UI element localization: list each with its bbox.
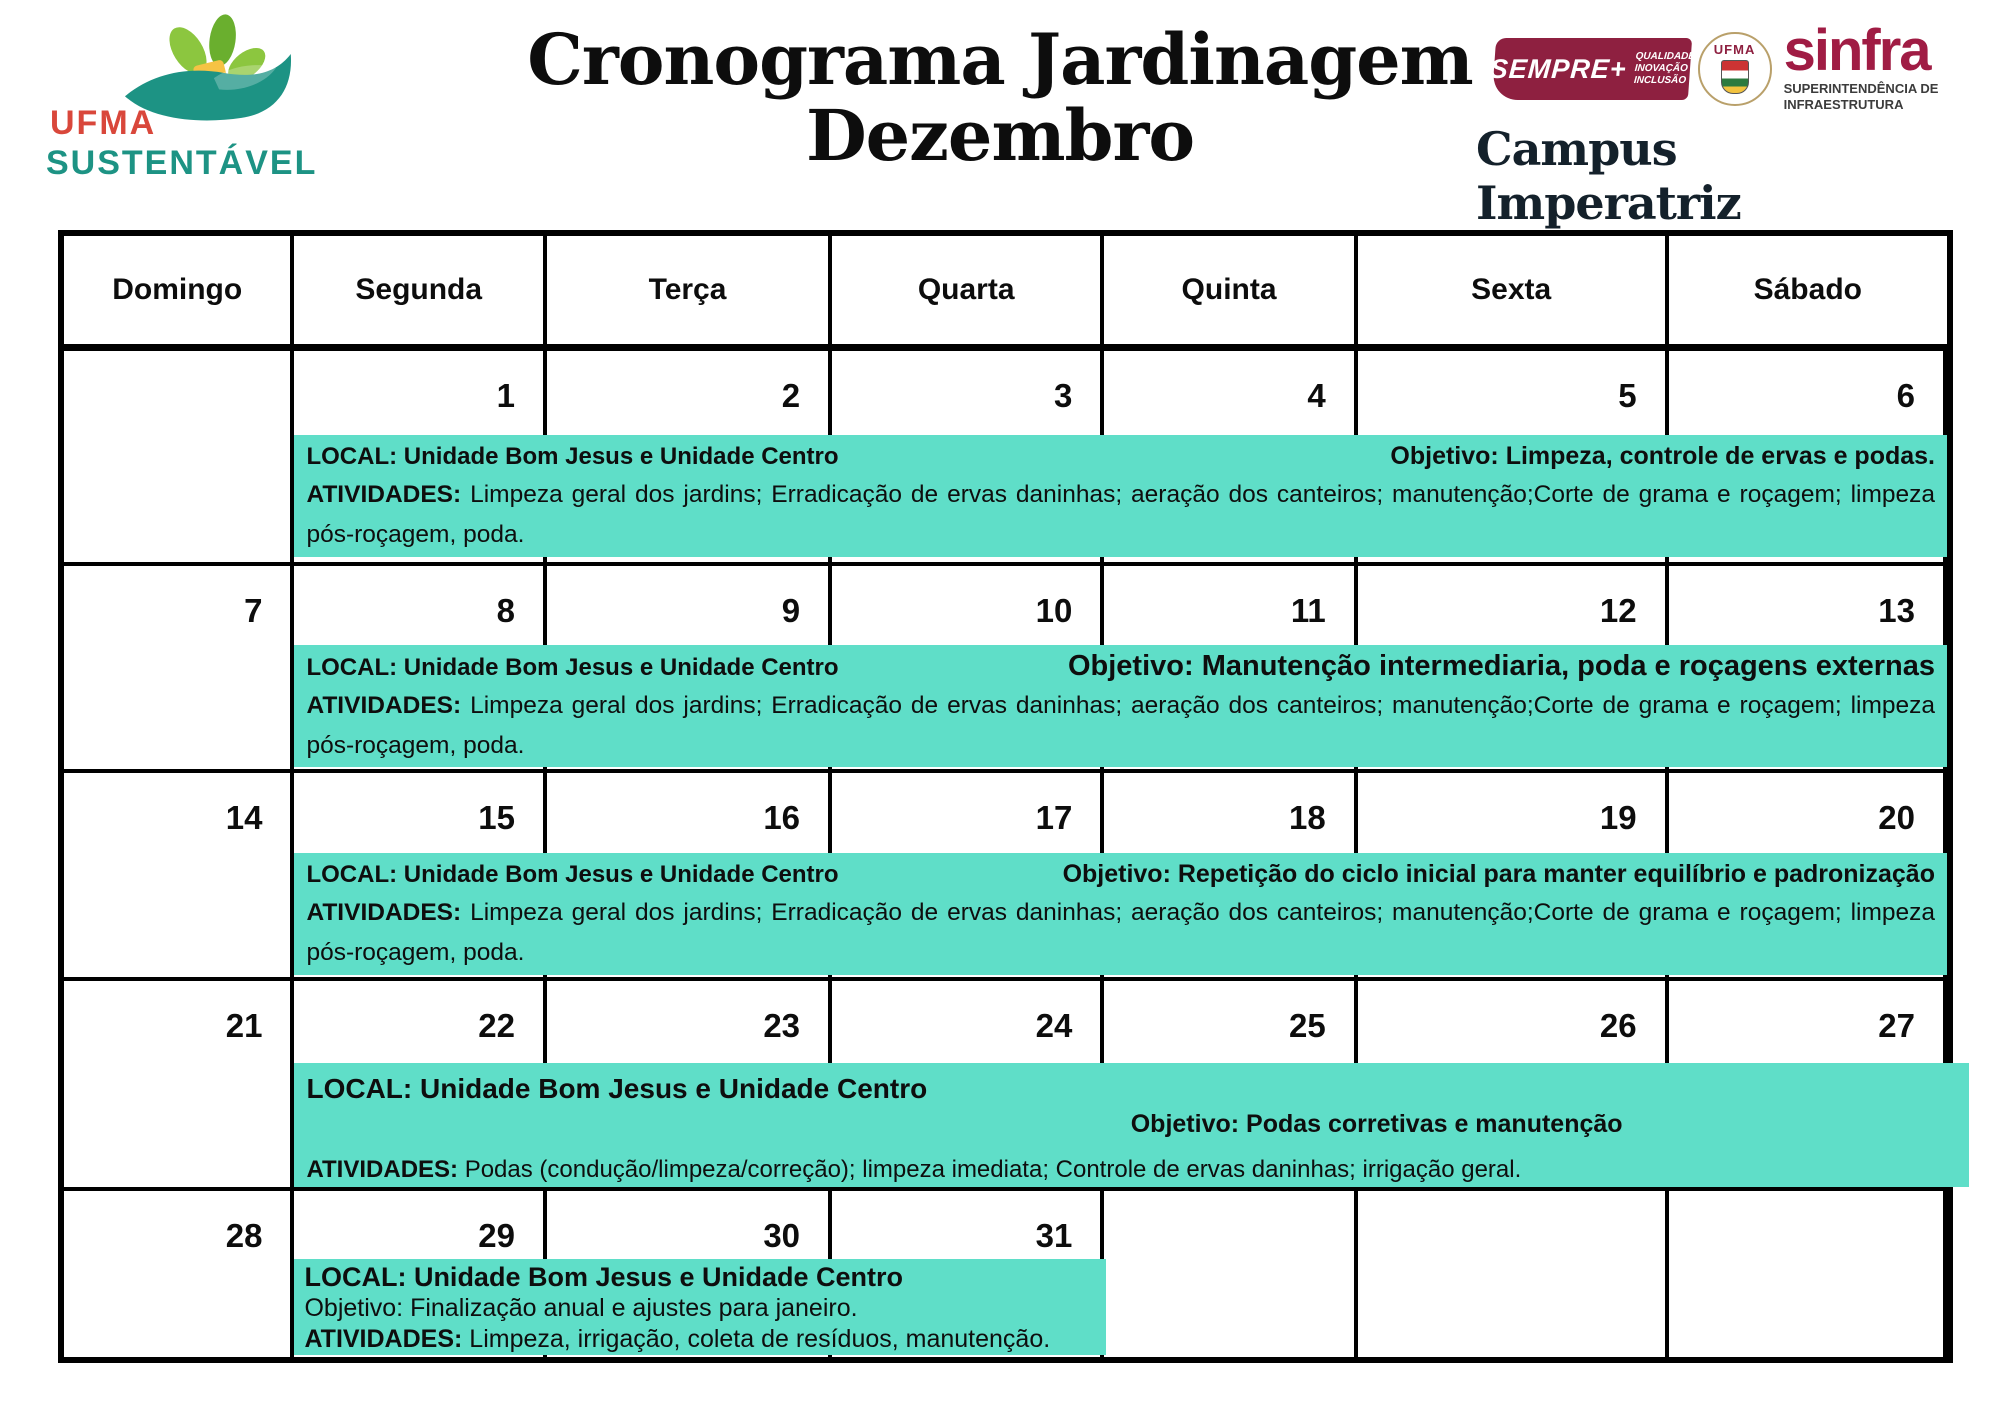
sinfra-subtitle (1784, 81, 1939, 112)
week-row-4 (64, 981, 1947, 1191)
band-header-line (306, 648, 1935, 686)
weekday-label: Terça (648, 273, 727, 306)
date-number: 20 (1878, 799, 1915, 836)
date-number: 15 (478, 799, 515, 836)
weekday-cell (1104, 236, 1357, 344)
sempre-words (1633, 51, 1695, 87)
atividades-text: Podas (condução/limpeza/correção); limpeza imediata; Controle de ervas daninhas; irrigação geral. (464, 1156, 1522, 1183)
band-local: LOCAL: Unidade Bom Jesus e Unidade Centro (306, 443, 839, 470)
day-cell (64, 566, 294, 769)
title-line2: Dezembro (805, 93, 1195, 177)
weekday-label: Quarta (917, 273, 1015, 306)
date-number: 5 (1618, 377, 1637, 414)
date-number: 8 (496, 592, 515, 629)
date-number: 4 (1307, 377, 1326, 414)
weekday-label: Sábado (1753, 273, 1862, 306)
date-number: 31 (1035, 1217, 1073, 1254)
date-number: 25 (1289, 1007, 1326, 1044)
date-number: 7 (244, 592, 263, 629)
band-objetivo: Objetivo: Repetição do ciclo inicial para manter equilíbrio e padronização (1062, 860, 1935, 888)
week5-activity-band (294, 1259, 1106, 1355)
band-header-line (306, 438, 1935, 475)
atividades-label: ATIVIDADES: (306, 1156, 459, 1183)
ufma-sustentavel-logo (42, 8, 322, 218)
sinfra-logo (1783, 18, 1939, 112)
week-row-5 (64, 1191, 1947, 1357)
date-number: 17 (1035, 799, 1073, 836)
day-cell (1358, 1191, 1669, 1357)
campus-name: Campus Imperatriz (1476, 122, 1741, 231)
band-local: LOCAL: Unidade Bom Jesus e Unidade Centro (306, 861, 839, 888)
band-local: LOCAL: Unidade Bom Jesus e Unidade Centro (304, 1262, 904, 1292)
date-number: 6 (1896, 377, 1915, 414)
date-number: 24 (1035, 1007, 1073, 1044)
date-number: 3 (1053, 377, 1073, 414)
date-number: 16 (763, 799, 801, 836)
date-number: 9 (781, 592, 801, 629)
band-objetivo: Objetivo: Limpeza, controle de ervas e podas. (1390, 442, 1935, 470)
weekday-cell (1669, 236, 1947, 344)
day-cell (64, 351, 294, 562)
atividades-text: Limpeza, irrigação, coleta de resíduos, manutenção. (469, 1325, 1051, 1353)
sempre-text: SEMPRE+ (1488, 53, 1628, 84)
date-number: 21 (225, 1007, 263, 1044)
date-number: 10 (1035, 592, 1073, 629)
week-row-3 (64, 773, 1947, 981)
date-number: 11 (1290, 592, 1326, 629)
date-number: 26 (1599, 1007, 1637, 1044)
band-objetivo: Objetivo: Podas corretivas e manutenção (1130, 1110, 1623, 1138)
sinfra-text: sinfra (1783, 18, 1930, 83)
weekday-cell (1358, 236, 1669, 344)
date-number: 13 (1878, 592, 1915, 629)
logo-sustentavel-text: SUSTENTÁVEL (46, 144, 318, 182)
band-local: LOCAL: Unidade Bom Jesus e Unidade Centro (306, 654, 839, 681)
band-objetivo: Objetivo: Manutenção intermediaria, poda e roçagens externas (1067, 650, 1935, 682)
crest-shield-icon (1721, 60, 1749, 94)
atividades-text: Limpeza geral dos jardins; Erradicação de ervas daninhas; aeração dos canteiros; manutenção;Corte de grama e roçagem; limpeza pós-roçagem, poda. (306, 481, 1935, 548)
weekday-label: Sexta (1471, 273, 1552, 306)
weekday-cell (294, 236, 547, 344)
title-line1: Cronograma Jardinagem (527, 18, 1473, 101)
sempre-word-inovacao: INOVAÇÃO (1633, 63, 1688, 75)
band-objetivo: Objetivo: Finalização anual e ajustes para janeiro. (304, 1294, 858, 1322)
day-cell (1669, 1191, 1947, 1357)
atividades-text: Limpeza geral dos jardins; Erradicação de ervas daninhas; aeração dos canteiros; manutenção;Corte de grama e roçagem; limpeza pós-roçagem, poda. (306, 692, 1935, 759)
week1-activity-band (294, 435, 1947, 557)
atividades-text: Limpeza geral dos jardins; Erradicação de ervas daninhas; aeração dos canteiros; manutenção;Corte de grama e roçagem; limpeza pós-roçagem, poda. (306, 899, 1935, 966)
band-header-line (306, 856, 1935, 893)
institutional-logos (1476, 18, 1956, 231)
sempre-word-qualidade: QUALIDADE (1634, 51, 1695, 63)
sempre-word-inclusao: INCLUSÃO (1633, 75, 1687, 87)
logo-ufma-text: UFMA (50, 104, 157, 142)
band-atividades (304, 1324, 1096, 1355)
badges-row (1488, 18, 1939, 112)
weekday-header-row (64, 236, 1947, 351)
day-cell (64, 773, 294, 977)
weekday-cell (547, 236, 832, 344)
weekday-label: Domingo (112, 273, 243, 306)
week-row-1 (64, 351, 1947, 566)
atividades-label: ATIVIDADES: (306, 481, 462, 508)
atividades-label: ATIVIDADES: (306, 899, 462, 926)
date-number: 29 (478, 1217, 515, 1254)
weekday-label: Quinta (1181, 273, 1277, 306)
crest-label: UFMA (1713, 42, 1756, 58)
week-row-2 (64, 566, 1947, 773)
atividades-label: ATIVIDADES: (306, 692, 462, 719)
date-number: 12 (1599, 592, 1637, 629)
date-number: 18 (1289, 799, 1326, 836)
sinfra-sub2: INFRAESTRUTURA (1783, 96, 1904, 112)
week4-activity-band (294, 1063, 1969, 1187)
weekday-label: Segunda (355, 273, 483, 306)
day-cell (64, 981, 294, 1187)
weekday-cell (64, 236, 294, 344)
date-number: 14 (225, 799, 263, 836)
band-atividades (306, 1153, 1955, 1187)
page-title (500, 18, 1500, 177)
sinfra-sub1: SUPERINTENDÊNCIA DE (1783, 81, 1939, 97)
atividades-label: ATIVIDADES: (304, 1325, 463, 1353)
band-local: LOCAL: Unidade Bom Jesus e Unidade Centro (306, 1073, 928, 1104)
date-number: 30 (763, 1217, 801, 1254)
date-number: 27 (1878, 1007, 1915, 1044)
week3-activity-band (294, 853, 1947, 975)
date-number: 1 (496, 377, 515, 414)
ufma-crest-icon (1698, 32, 1772, 106)
band-atividades (306, 475, 1935, 555)
band-atividades (306, 686, 1935, 766)
date-number: 23 (763, 1007, 801, 1044)
day-cell (64, 1191, 294, 1357)
week2-activity-band (294, 645, 1947, 767)
date-number: 19 (1599, 799, 1637, 836)
band-atividades (306, 893, 1935, 973)
sempre-badge (1488, 38, 1695, 100)
date-number: 22 (478, 1007, 515, 1044)
date-number: 2 (781, 377, 801, 414)
calendar-table (58, 230, 1953, 1363)
date-number: 28 (225, 1217, 263, 1254)
weekday-cell (832, 236, 1104, 344)
day-cell (1104, 1191, 1357, 1357)
